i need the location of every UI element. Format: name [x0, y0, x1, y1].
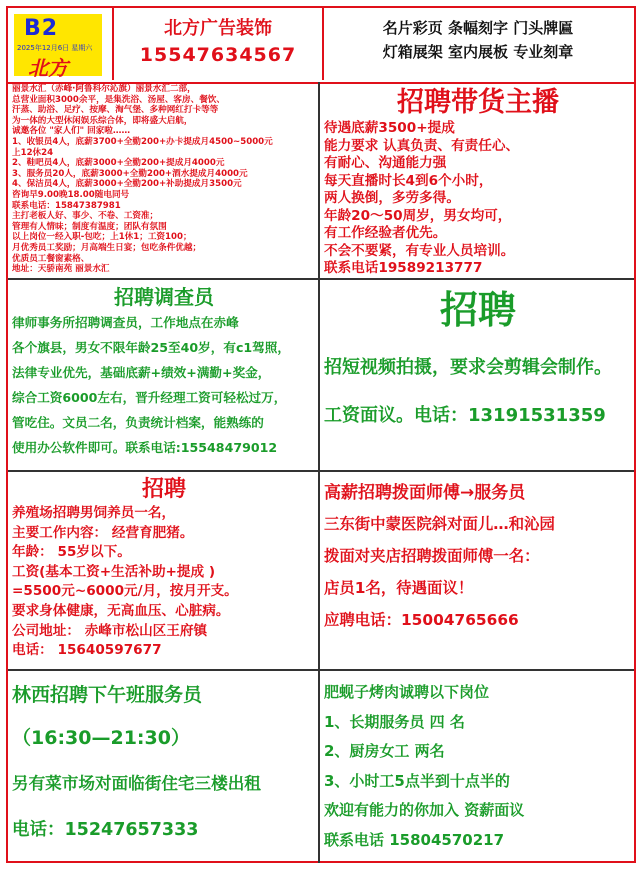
ad-line: 上12休24 — [12, 147, 54, 158]
ad-line: 不会不要紧，有专业人员培训。 — [324, 242, 515, 259]
ad-contact: 电话：15247657333 — [12, 820, 199, 840]
services-line: 名片彩页 条幅刻字 门头牌匾 — [382, 19, 574, 37]
ad-line: 年龄： 55岁以下。 — [12, 544, 131, 561]
ad-line: 肥蚬子烤肉诚聘以下岗位 — [324, 683, 490, 701]
ad-text-block — [324, 508, 632, 604]
row-divider — [8, 669, 634, 671]
newspaper-page — [6, 6, 636, 863]
brand-name: 北方广告装饰 — [164, 18, 272, 39]
section-badge — [14, 14, 102, 80]
ad-line: 为一体的大型休闲娱乐综合体，即将盛大启航， — [12, 115, 193, 126]
ad-line: 律师事务所招聘调查员，工作地点在赤峰 — [12, 315, 239, 330]
ad-video-editor — [324, 284, 632, 468]
ad-line: 汗蒸、助浴、足疗、按摩、淘气堡、多种网红打卡等等 — [12, 105, 219, 116]
ad-text-block — [12, 84, 316, 275]
ad-line: 有工作经验者优先。 — [324, 225, 447, 241]
ad-line: 店员1名，待遇面议！ — [324, 579, 474, 597]
ad-line: 拨面对夹店招聘拨面师傅一名： — [324, 547, 540, 565]
ad-line: 主要工作内容： 经营育肥猪。 — [12, 524, 194, 541]
ad-line: 两人换倒，多劳多得。 — [324, 190, 460, 206]
ad-line: 管吃住。文员二名，负责统计档案，能熟练的 — [12, 415, 264, 430]
ad-line: 招短视频拍摄，要求会剪辑会制作。 — [324, 357, 612, 378]
ad-title: 招聘 — [141, 477, 186, 502]
ad-line: 地址：天骄南苑 丽景水汇 — [12, 264, 110, 275]
ad-text-block — [324, 678, 632, 855]
ad-title: 招聘带货主播 — [397, 87, 559, 118]
ad-line: 3、服务员20人，底薪3000+全勤200+酒水提成月4000元 — [12, 168, 248, 179]
ad-linxi-waiter — [12, 675, 316, 861]
ad-line: 联系电话19589213777 — [324, 260, 483, 276]
ad-line: 年龄20～50周岁，男女均可， — [324, 207, 512, 224]
ad-line: 法律专业优先，基础底薪+绩效+满勤+奖金， — [12, 365, 271, 380]
ad-line: 联系电话 15804570217 — [324, 830, 505, 849]
ad-line: 主打老板人好、事少、不卷、工资准； — [12, 211, 159, 222]
ad-line: 欢迎有能力的你加入 资薪面议 — [324, 801, 525, 819]
ad-line: 月优秀员工奖励；月高端生日宴；包吃条件优越； — [12, 242, 202, 253]
ad-line: 丽景水汇（赤峰·阿鲁科尔沁旗）丽景水汇二部， — [12, 84, 196, 94]
ad-bath-center — [12, 84, 316, 276]
ad-line: 各个旗县，男女不限年龄25至40岁，有c1驾照， — [12, 340, 290, 355]
ad-bbq-restaurant — [324, 678, 632, 861]
ad-line: 优质员工餐窗素格、 — [12, 253, 90, 264]
ad-line: 有耐心、沟通能力强 — [324, 155, 447, 171]
ad-line: 1、收银员4人，底薪3700+全勤200+办卡提成月4500~5000元 — [12, 136, 273, 147]
ad-line: 三东街中蒙医院斜对面儿…和沁园 — [324, 515, 555, 533]
ad-contact: 应聘电话：15004765666 — [324, 611, 519, 629]
ad-line: 公司地址： 赤峰市松山区王府镇 — [12, 622, 208, 639]
ad-line: 养殖场招聘男饲养员一名， — [12, 505, 176, 521]
column-divider — [318, 82, 320, 863]
ad-line: 诚邀各位 "家人们" 回家啦…… — [12, 126, 131, 137]
ad-pig-farm — [12, 476, 316, 667]
ad-text-block — [324, 120, 632, 276]
ad-line: 总营业面积3000余平，是集洗浴、汤屋、客房、餐饮、 — [12, 94, 225, 105]
badge-code: B2 — [24, 16, 59, 41]
ad-text-block — [12, 310, 316, 460]
ad-line: 要求身体健康，无高血压、心脏病。 — [12, 602, 230, 619]
services-block — [328, 16, 628, 64]
ad-line: 管理有人情味；制度有温度；团队有氛围 — [12, 221, 167, 232]
brand-block — [116, 14, 320, 66]
page-header — [8, 8, 634, 84]
services-line: 灯箱展架 室内展板 专业刻章 — [382, 43, 574, 61]
ad-line: 工资(基本工资+生活补助+提成 ) — [12, 563, 216, 580]
ad-line: 2、鞋吧员4人，底薪3000+全勤200+提成月4000元 — [12, 158, 225, 169]
ad-line: 2、厨房女工 两名 — [324, 742, 445, 760]
ad-line: 每天直播时长4到6个小时， — [324, 172, 493, 189]
ad-investigator — [12, 284, 316, 468]
header-divider — [322, 8, 324, 80]
ad-title: 高薪招聘拨面师傅→服务员 — [324, 483, 526, 503]
ad-title: 招聘 — [439, 288, 516, 332]
ad-line: 1、长期服务员 四 名 — [324, 712, 465, 731]
ad-line: =5500元~6000元/月，按月开支。 — [12, 583, 238, 600]
ad-line: 以上岗位一经入职-包吃；上1休1；工资100； — [12, 232, 192, 243]
ad-line: 电话： 15640597677 — [12, 642, 162, 659]
ad-title: 林西招聘下午班服务员 — [12, 684, 203, 706]
row-divider — [8, 470, 634, 472]
ad-line: 使用办公软件即可。联系电话:15548479012 — [12, 440, 278, 455]
row-divider — [8, 278, 634, 280]
logo-text: 北方 — [28, 56, 68, 80]
header-divider — [112, 8, 114, 80]
ad-line: 咨询早9.00晚18.00随电同号 — [12, 189, 130, 200]
ad-line: 4、保洁员4人，底薪3000+全勤200+补助提成月3500元 — [12, 179, 242, 190]
ad-contact: 工资面议。电话：13191531359 — [324, 405, 606, 426]
ad-line: 待遇底薪3500+提成 — [324, 120, 455, 136]
ad-line: 综合工资6000左右，晋升经理工资可轻松过万， — [12, 390, 287, 405]
ad-livestream-host — [324, 86, 632, 276]
brand-phone: 15547634567 — [139, 44, 297, 66]
ad-line: 3、小时工5点半到十点半的 — [324, 771, 510, 790]
ad-title: 招聘调查员 — [114, 285, 214, 309]
ad-hours: （16:30—21:30） — [12, 727, 190, 749]
issue-date: 2025年12月6日 星期六 — [17, 44, 93, 52]
ad-line: 能力要求 认真负责、有责任心、 — [324, 137, 520, 154]
ad-noodle-chef — [324, 478, 632, 667]
ad-line: 联系电话：15847387981 — [12, 200, 121, 211]
ad-line: 另有菜市场对面临街住宅三楼出租 — [12, 774, 261, 793]
ad-text-block — [12, 504, 316, 661]
